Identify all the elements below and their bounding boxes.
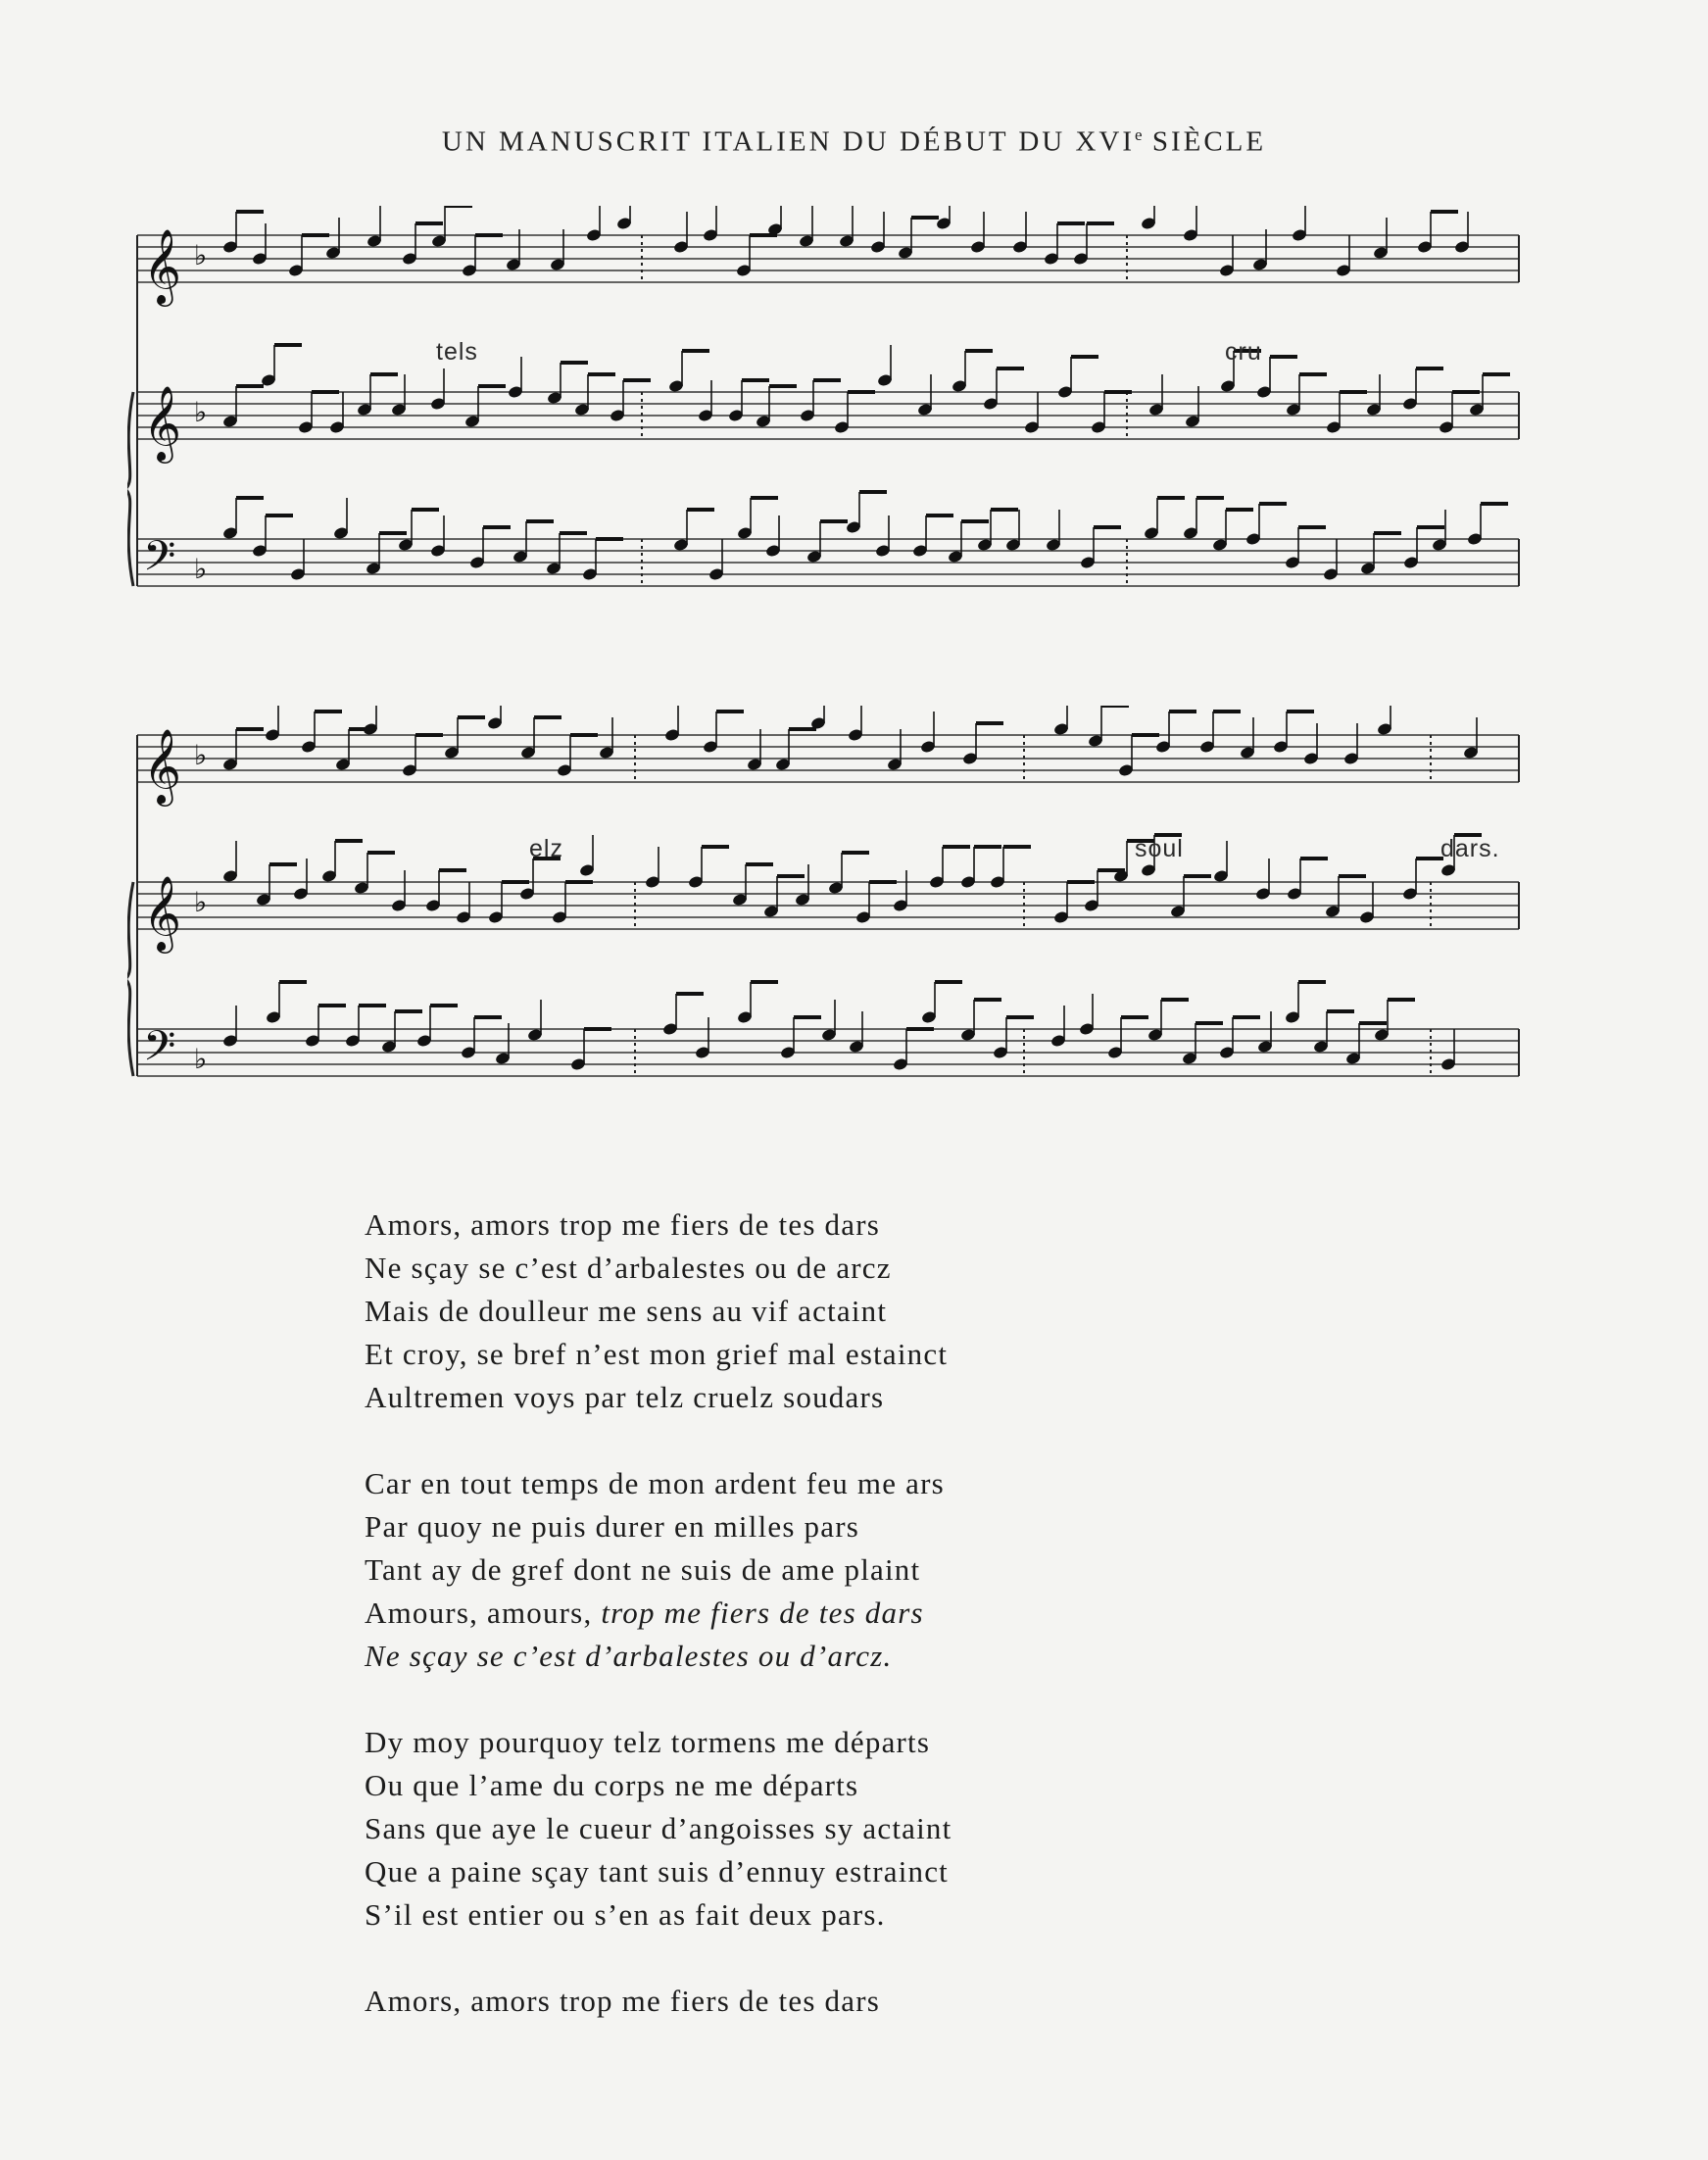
poem-line bbox=[365, 1807, 1442, 1850]
poem-line-text: Ne sçay se c’est d’arbalestes ou de arcz bbox=[365, 1251, 892, 1285]
poem-stanza-2 bbox=[365, 1462, 1442, 1678]
poem-line bbox=[365, 1505, 1442, 1548]
music-system-1 bbox=[127, 206, 1548, 676]
lyric-tels: tels bbox=[436, 338, 478, 366]
poem-line-text: Tant ay de gref dont ne suis de ame plaint bbox=[365, 1552, 921, 1587]
bass-clef-icon: 𝄢 bbox=[143, 1022, 176, 1081]
flat-icon: ♭ bbox=[194, 239, 208, 271]
header-title: UN MANUSCRIT ITALIEN DU DÉBUT DU XVI bbox=[441, 125, 1136, 158]
treble-clef-icon: 𝄞 bbox=[143, 385, 182, 461]
poem-line-italic: trop me fiers de tes dars bbox=[601, 1595, 924, 1630]
staff-3 bbox=[137, 982, 1519, 1081]
poem-line bbox=[365, 1764, 1442, 1807]
brace bbox=[127, 882, 133, 1076]
poem-line bbox=[365, 1850, 1442, 1893]
poem-line bbox=[365, 1893, 1442, 1937]
poem-line bbox=[365, 1721, 1442, 1764]
poem-stanza-3 bbox=[365, 1721, 1442, 1937]
music-system-2 bbox=[127, 706, 1548, 1176]
poem-line-text: Et croy, se bref n’est mon grief mal estainct bbox=[365, 1337, 949, 1371]
lyric-dars: dars. bbox=[1440, 835, 1500, 862]
header-title-end: SIÈCLE bbox=[1142, 125, 1267, 158]
flat-icon: ♭ bbox=[194, 396, 208, 428]
treble-clef-icon: 𝄞 bbox=[143, 228, 182, 304]
poem-line-text: Aultremen voys par telz cruelz soudars bbox=[365, 1380, 885, 1414]
staff-3 bbox=[137, 492, 1519, 591]
flat-icon: ♭ bbox=[194, 886, 208, 918]
poem-line-text: Car en tout temps de mon ardent feu me ars bbox=[365, 1466, 945, 1500]
poem-line bbox=[365, 1376, 1442, 1419]
flat-icon: ♭ bbox=[194, 1043, 208, 1075]
poem-line-text: Amors, amors trop me fiers de tes dars bbox=[365, 1984, 880, 2018]
poem-line bbox=[365, 1333, 1442, 1376]
poem-line-text: Que a paine sçay tant suis d’ennuy estrainct bbox=[365, 1854, 949, 1889]
lyric-elz: elz bbox=[529, 835, 563, 862]
poem-line-italic: Ne sçay se c’est d’arbalestes ou d’arcz. bbox=[365, 1639, 893, 1673]
flat-icon: ♭ bbox=[194, 739, 208, 771]
poem-line bbox=[365, 1462, 1442, 1505]
poem-line bbox=[365, 1980, 1442, 2023]
poem-line bbox=[365, 1548, 1442, 1592]
staff-1 bbox=[137, 706, 1519, 807]
poem-line bbox=[365, 1592, 1442, 1635]
lyric-cru: cru bbox=[1225, 338, 1262, 366]
poem-line-text: Amors, amors trop me fiers de tes dars bbox=[365, 1207, 880, 1242]
brace bbox=[127, 392, 133, 586]
poem-line bbox=[365, 1203, 1442, 1247]
poem-line-text: Amours, amours, bbox=[365, 1595, 602, 1630]
treble-clef-icon: 𝄞 bbox=[143, 875, 182, 951]
poem-line-text: Dy moy pourquoy telz tormens me départs bbox=[365, 1725, 931, 1759]
flat-icon: ♭ bbox=[194, 553, 208, 585]
poem-line-text: Par quoy ne puis durer en milles pars bbox=[365, 1509, 859, 1544]
treble-clef-icon: 𝄞 bbox=[143, 728, 182, 804]
poem-line bbox=[365, 1247, 1442, 1290]
lyric-soul: soul bbox=[1135, 835, 1184, 862]
poem-line bbox=[365, 1290, 1442, 1333]
staff-notation-system-2 bbox=[127, 706, 1548, 1176]
poem-line-text: Mais de doulleur me sens au vif actaint bbox=[365, 1294, 888, 1328]
poem-line-text: Ou que l’ame du corps ne me départs bbox=[365, 1768, 859, 1802]
poem-stanza-4 bbox=[365, 1980, 1442, 2023]
staff-1 bbox=[137, 206, 1519, 307]
poem-stanza-1 bbox=[365, 1203, 1442, 1419]
header-superscript: e bbox=[1135, 125, 1143, 144]
poem-text bbox=[365, 1203, 1442, 2066]
bass-clef-icon: 𝄢 bbox=[143, 532, 176, 591]
poem-line-text: Sans que aye le cueur d’angoisses sy actaint bbox=[365, 1811, 952, 1845]
staff-2 bbox=[137, 345, 1519, 464]
staff-2 bbox=[137, 835, 1519, 954]
staff-notation-system-1 bbox=[127, 206, 1548, 676]
page-header bbox=[0, 125, 1708, 159]
poem-line-text: S’il est entier ou s’en as fait deux pars. bbox=[365, 1897, 886, 1932]
poem-line bbox=[365, 1635, 1442, 1678]
